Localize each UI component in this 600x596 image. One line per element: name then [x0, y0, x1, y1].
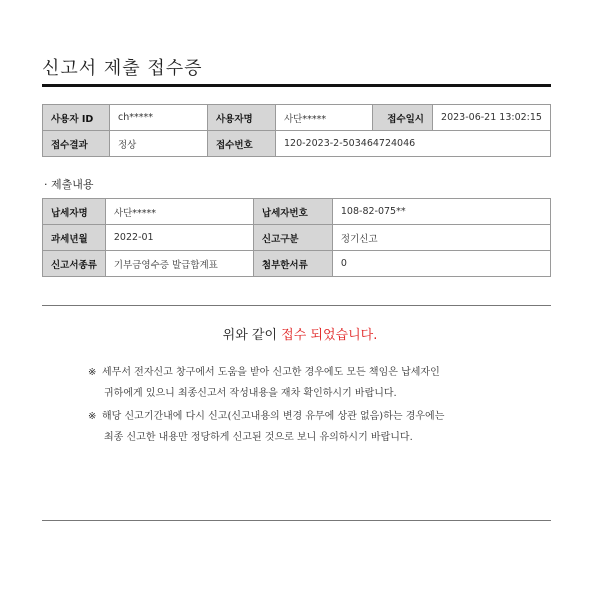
report-type-label: 신고구분: [253, 225, 332, 251]
taxpayer-no-label: 납세자번호: [253, 199, 332, 225]
user-name-value: 사단*****: [276, 105, 373, 131]
user-id-value: ch*****: [110, 105, 208, 131]
taxpayer-no-value: 108-82-075**: [332, 199, 550, 225]
receipt-no-value: 120-2023-2-503464724046: [276, 131, 551, 157]
taxpayer-name-label: 납세자명: [43, 199, 106, 225]
table-row: [43, 251, 551, 277]
table-row: [43, 199, 551, 225]
confirmation-highlight: 접수 되었습니다.: [281, 328, 378, 343]
title-divider: [42, 84, 551, 87]
receipt-summary-table: [42, 104, 551, 157]
user-id-label: 사용자 ID: [43, 105, 110, 131]
note1-line1: 세무서 전자신고 창구에서 도움을 받아 신고한 경우에도 모든 책임은 납세자인: [102, 367, 440, 378]
table-row: [43, 225, 551, 251]
attachments-label: 첨부한서류: [253, 251, 332, 277]
divider-bottom: [42, 520, 551, 521]
confirmation-prefix: 위와 같이: [222, 328, 282, 343]
received-at-label: 접수일시: [373, 105, 433, 131]
receipt-no-label: 접수번호: [208, 131, 276, 157]
section-title-submission: · 제출내용: [44, 178, 94, 191]
notice-1: [88, 362, 548, 404]
tax-period-label: 과세년월: [43, 225, 106, 251]
note2-line2: 최종 신고한 내용만 정당하게 신고된 것으로 보니 유의하시기 바랍니다.: [104, 432, 413, 443]
note2-line1: 해당 신고기간내에 다시 신고(신고내용의 변경 유무에 상관 없음)하는 경우에는: [102, 411, 445, 422]
attachments-value: 0: [332, 251, 550, 277]
result-value: 정상: [110, 131, 208, 157]
page-title: 신고서 제출 접수증: [42, 58, 203, 79]
tax-period-value: 2022-01: [105, 225, 253, 251]
received-at-value: 2023-06-21 13:02:15: [433, 105, 551, 131]
table-row: [43, 131, 551, 157]
user-name-label: 사용자명: [208, 105, 276, 131]
confirmation-message: [0, 324, 600, 343]
report-type-value: 정기신고: [332, 225, 550, 251]
submission-table: [42, 198, 551, 277]
form-type-value: 기부금영수증 발급합계표: [105, 251, 253, 277]
note-mark: ※: [88, 411, 97, 422]
form-type-label: 신고서종류: [43, 251, 106, 277]
notice-2: [88, 406, 548, 448]
result-label: 접수결과: [43, 131, 110, 157]
divider-top: [42, 305, 551, 306]
taxpayer-name-value: 사단*****: [105, 199, 253, 225]
table-row: [43, 105, 551, 131]
note-mark: ※: [88, 367, 97, 378]
note1-line2: 귀하에게 있으니 최종신고서 작성내용을 재차 확인하시기 바랍니다.: [104, 388, 397, 399]
